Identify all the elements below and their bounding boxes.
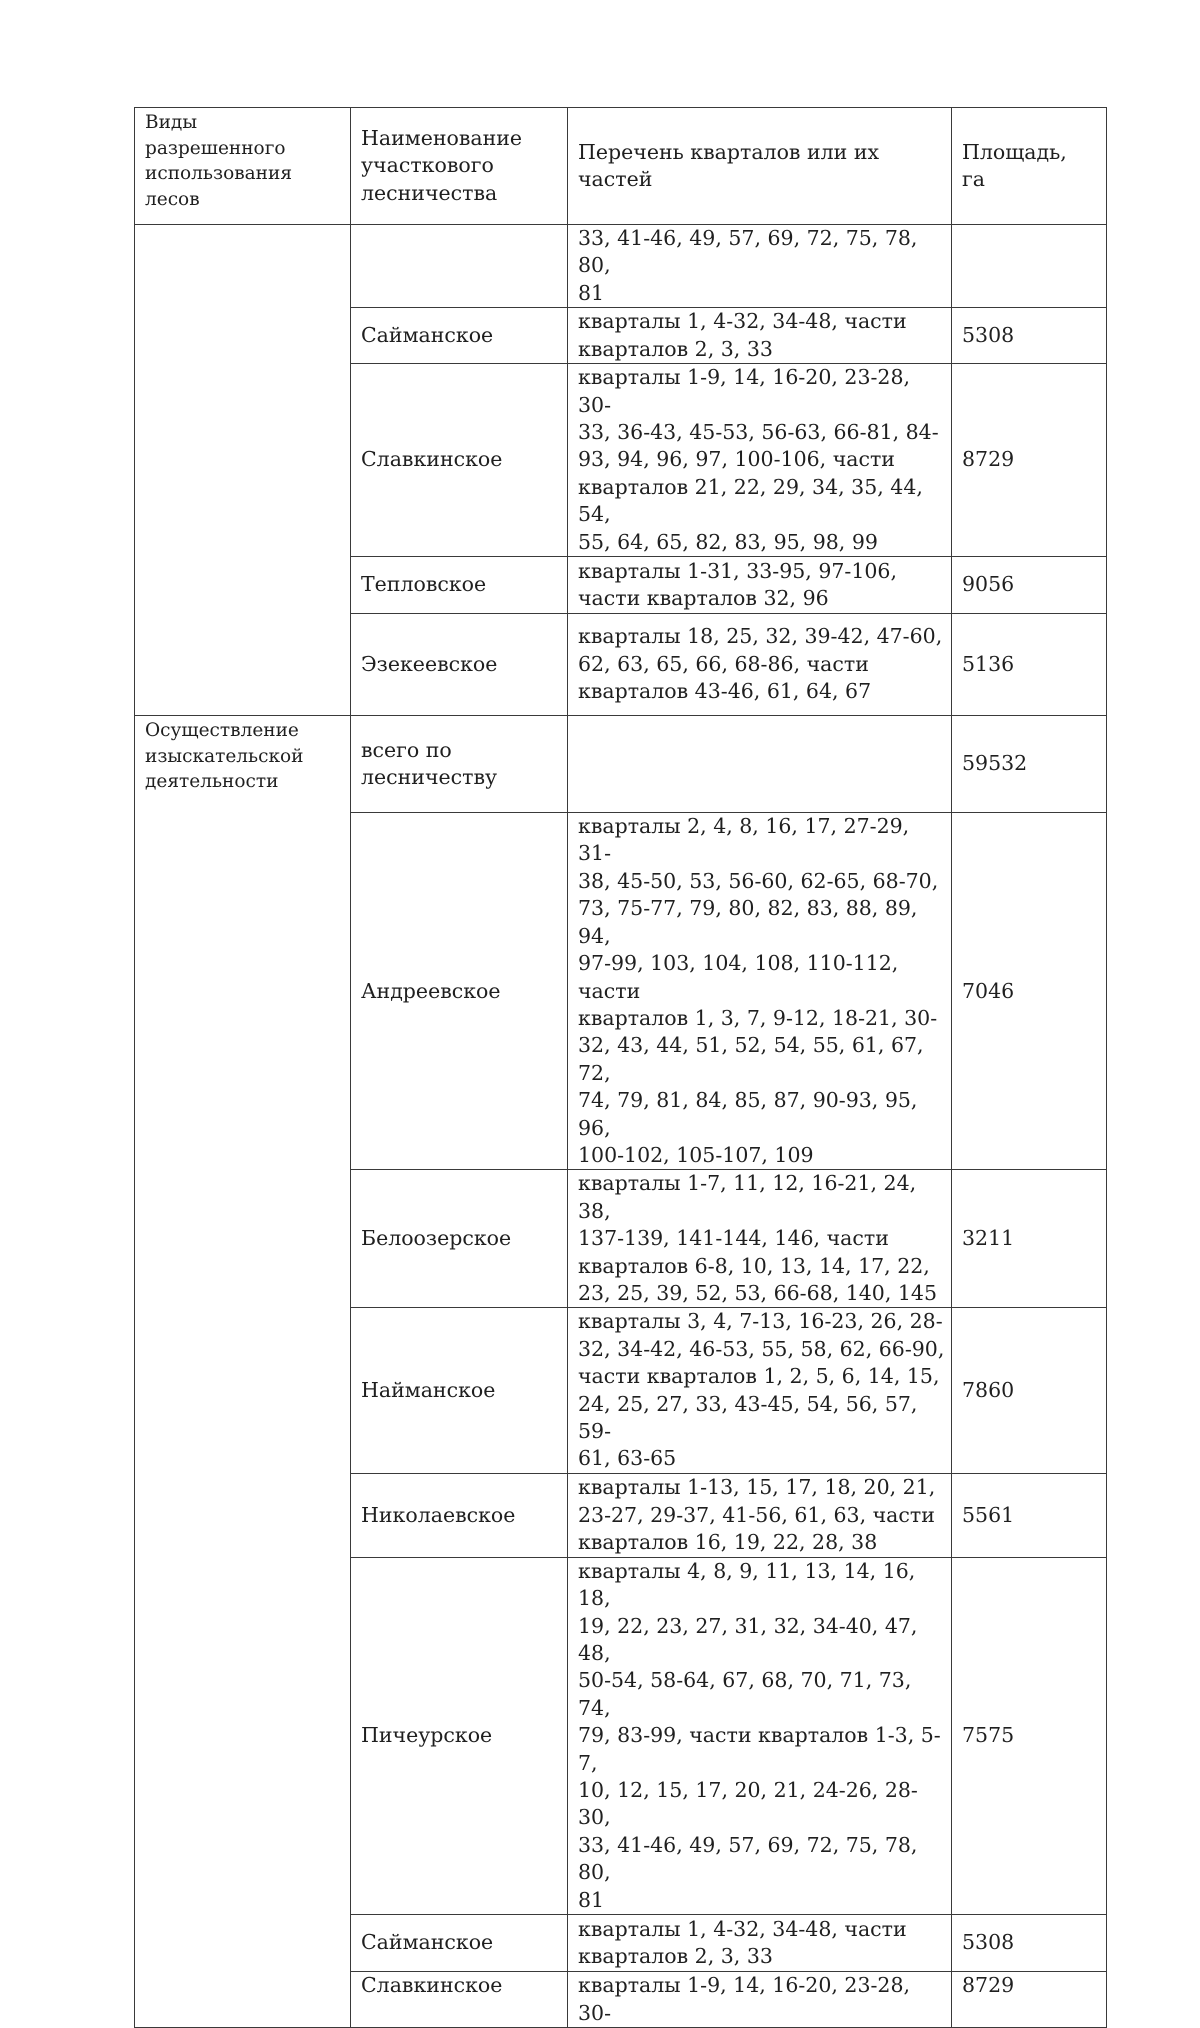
- quarters-list-cell: [568, 716, 952, 813]
- forestry-name-cell: Найманское: [351, 1308, 568, 1473]
- quarters-list-cell: кварталы 1-9, 14, 16-20, 23-28, 30-: [568, 1972, 952, 2028]
- quarters-list-cell: кварталы 1, 4-32, 34-48, части кварталов 2, 3, 33: [568, 1915, 952, 1972]
- quarters-list-cell: кварталы 1, 4-32, 34-48, части кварталов 2, 3, 33: [568, 308, 952, 364]
- quarters-list-cell: кварталы 1-7, 11, 12, 16-21, 24, 38, 137-139, 141-144, 146, части кварталов 6-8, 10, 13, 14, 17, 22, 23, 25, 39, 52, 53, 66-68, 140, 145: [568, 1170, 952, 1308]
- forestry-name-cell: Николаевское: [351, 1473, 568, 1557]
- area-cell: 8729: [952, 1972, 1107, 2028]
- forestry-name-cell: Тепловское: [351, 557, 568, 614]
- quarters-list-cell: кварталы 18, 25, 32, 39-42, 47-60, 62, 63, 65, 66, 68-86, части кварталов 43-46, 61, 64, 67: [568, 614, 952, 716]
- permitted-use-cell: Осуществление изыскательской деятельности: [135, 716, 351, 2028]
- header-forestry-name: Наименование участкового лесничества: [351, 108, 568, 225]
- quarters-list-cell: кварталы 4, 8, 9, 11, 13, 14, 16, 18, 19, 22, 23, 27, 31, 32, 34-40, 47, 48, 50-54, 58-64, 67, 68, 70, 71, 73, 74, 79, 83-99, части кварталов 1-3, 5-7, 10, 12, 15, 17, 20, 21, 24-26, 28-30, 33, 41-46, 49, 57, 69, 72, 75, 78, 80, 81: [568, 1557, 952, 1914]
- header-permitted-use: Виды разрешенного использования лесов: [135, 108, 351, 225]
- permitted-use-cell: [135, 225, 351, 716]
- forestry-name-cell: Эзекеевское: [351, 614, 568, 716]
- area-cell: 9056: [952, 557, 1107, 614]
- forestry-name-cell: Славкинское: [351, 1972, 568, 2028]
- quarters-list-cell: 33, 41-46, 49, 57, 69, 72, 75, 78, 80, 81: [568, 225, 952, 308]
- forestry-name-cell: Андреевское: [351, 813, 568, 1170]
- area-cell: 5136: [952, 614, 1107, 716]
- area-cell: 59532: [952, 716, 1107, 813]
- forestry-name-cell: Белоозерское: [351, 1170, 568, 1308]
- forest-use-table: [134, 107, 1107, 2028]
- header-quarters-list: Перечень кварталов или их частей: [568, 108, 952, 225]
- quarters-list-cell: кварталы 2, 4, 8, 16, 17, 27-29, 31- 38, 45-50, 53, 56-60, 62-65, 68-70, 73, 75-77, 79, 80, 82, 83, 88, 89, 94, 97-99, 103, 104, 108, 110-112, части кварталов 1, 3, 7, 9-12, 18-21, 30- 32, 43, 44, 51, 52, 54, 55, 61, 67, 72, 74, 79, 81, 84, 85, 87, 90-93, 95, 96, 100-102, 105-107, 109: [568, 813, 952, 1170]
- area-cell: 5308: [952, 308, 1107, 364]
- table-row: [135, 225, 1107, 308]
- forestry-name-cell: Сайманское: [351, 308, 568, 364]
- table-header-row: [135, 108, 1107, 225]
- table-row: [135, 716, 1107, 813]
- forestry-name-cell: всего по лесничеству: [351, 716, 568, 813]
- area-cell: 5561: [952, 1473, 1107, 1557]
- forestry-name-cell: Пичеурское: [351, 1557, 568, 1914]
- area-cell: 8729: [952, 364, 1107, 557]
- forestry-name-cell: Славкинское: [351, 364, 568, 557]
- area-cell: 3211: [952, 1170, 1107, 1308]
- area-cell: 7860: [952, 1308, 1107, 1473]
- quarters-list-cell: кварталы 1-13, 15, 17, 18, 20, 21, 23-27, 29-37, 41-56, 61, 63, части кварталов 16, 19, 22, 28, 38: [568, 1473, 952, 1557]
- area-cell: [952, 225, 1107, 308]
- forestry-name-cell: [351, 225, 568, 308]
- quarters-list-cell: кварталы 3, 4, 7-13, 16-23, 26, 28- 32, 34-42, 46-53, 55, 58, 62, 66-90, части кварталов 1, 2, 5, 6, 14, 15, 24, 25, 27, 33, 43-45, 54, 56, 57, 59- 61, 63-65: [568, 1308, 952, 1473]
- header-area: Площадь, га: [952, 108, 1107, 225]
- area-cell: 7575: [952, 1557, 1107, 1914]
- quarters-list-cell: кварталы 1-31, 33-95, 97-106, части кварталов 32, 96: [568, 557, 952, 614]
- quarters-list-cell: кварталы 1-9, 14, 16-20, 23-28, 30- 33, 36-43, 45-53, 56-63, 66-81, 84- 93, 94, 96, 97, 100-106, части кварталов 21, 22, 29, 34, 35, 44, 54, 55, 64, 65, 82, 83, 95, 98, 99: [568, 364, 952, 557]
- area-cell: 7046: [952, 813, 1107, 1170]
- area-cell: 5308: [952, 1915, 1107, 1972]
- forestry-name-cell: Сайманское: [351, 1915, 568, 1972]
